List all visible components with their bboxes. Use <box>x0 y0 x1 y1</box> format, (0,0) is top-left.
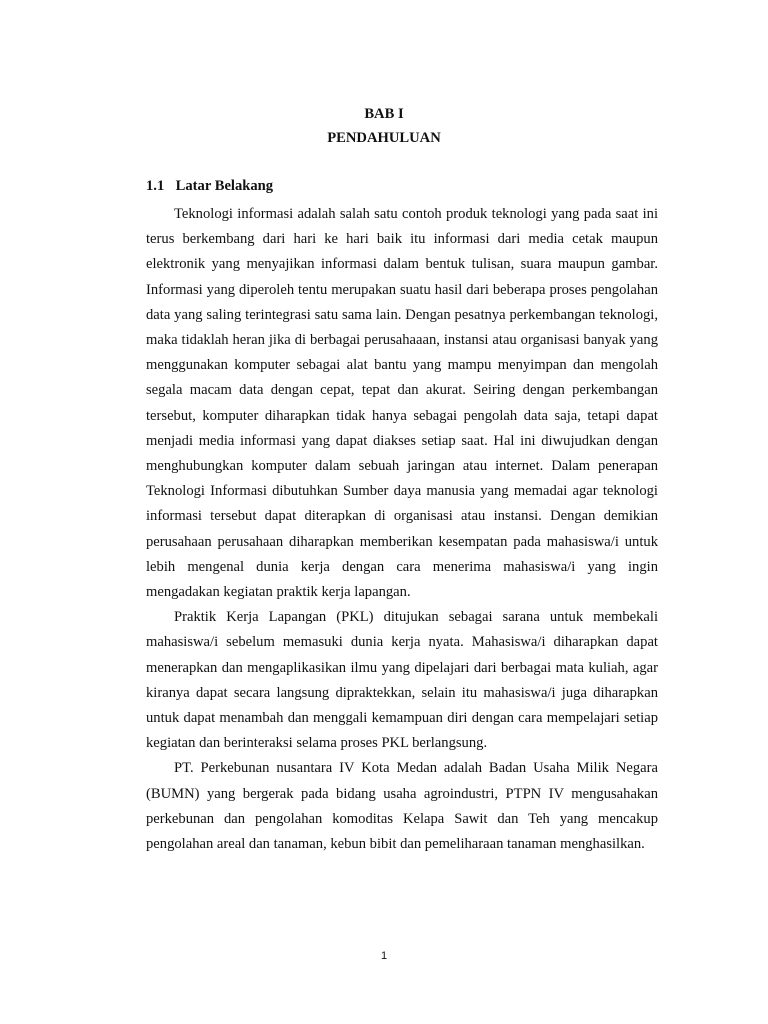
section-number: 1.1 <box>146 178 165 194</box>
page-number: 1 <box>380 950 388 962</box>
section-title: Latar Belakang <box>175 178 274 194</box>
chapter-title: PENDAHULUAN <box>327 130 441 146</box>
chapter-label: BAB I <box>364 106 404 122</box>
paragraph: PT. Perkebunan nusantara IV Kota Medan adalah Badan Usaha Milik Negara (BUMN) yang bergerak pada bidang usaha agroindustri, PTPN IV mengusahakan perkebunan dan pengolahan komoditas Kelapa Sawit dan Teh yang mencakup pengolahan areal dan tanaman, kebun bibit dan pemeliharaan tanaman menghasilkan. <box>146 760 658 853</box>
section-heading <box>146 178 273 195</box>
body-text <box>146 202 658 857</box>
paragraph: Teknologi informasi adalah salah satu contoh produk teknologi yang pada saat ini terus berkembang dari hari ke hari baik itu informasi dari media cetak maupun elektronik yang menyajikan informasi dalam bentuk tulisan, suara maupun gambar. Informasi yang diperoleh tentu merupakan suatu hasil dari beberapa proses pengolahan data yang saling terintegrasi satu sama lain. Dengan pesatnya perkembangan teknologi, maka tidaklah heran jika di berbagai perusahaaan, instansi atau organisasi banyak yang menggunakan komputer sebagai alat bantu yang mampu menyimpan dan mengolah segala macam data dengan cepat, tepat dan akurat. Seiring dengan perkembangan tersebut, komputer diharapkan tidak hanya sebagai pengolah data saja, tetapi dapat menjadi media informasi yang dapat diakses setiap saat. Hal ini diwujudkan dengan menghubungkan komputer dalam sebuah jaringan atau internet. Dalam penerapan Teknologi Informasi dibutuhkan Sumber daya manusia yang memadai agar teknologi informasi tersebut dapat diterapkan di organisasi atau instansi. Dengan demikian perusahaan perusahaan diharapkan memberikan kesempatan pada mahasiswa/i untuk lebih mengenal dunia kerja dengan cara menerima mahasiswa/i yang ingin mengadakan kegiatan praktik kerja lapangan. <box>146 206 658 601</box>
paragraph: Praktik Kerja Lapangan (PKL) ditujukan sebagai sarana untuk membekali mahasiswa/i sebelum memasuki dunia kerja nyata. Mahasiswa/i diharapkan dapat menerapkan dan mengaplikasikan ilmu yang dipelajari dari berbagai mata kuliah, agar kiranya dapat secara langsung dipraktekkan, selain itu mahasiswa/i juga diharapkan untuk dapat menambah dan menggali kemampuan diri dengan cara mempelajari setiap kegiatan dan berinteraksi selama proses PKL berlangsung. <box>146 609 658 752</box>
